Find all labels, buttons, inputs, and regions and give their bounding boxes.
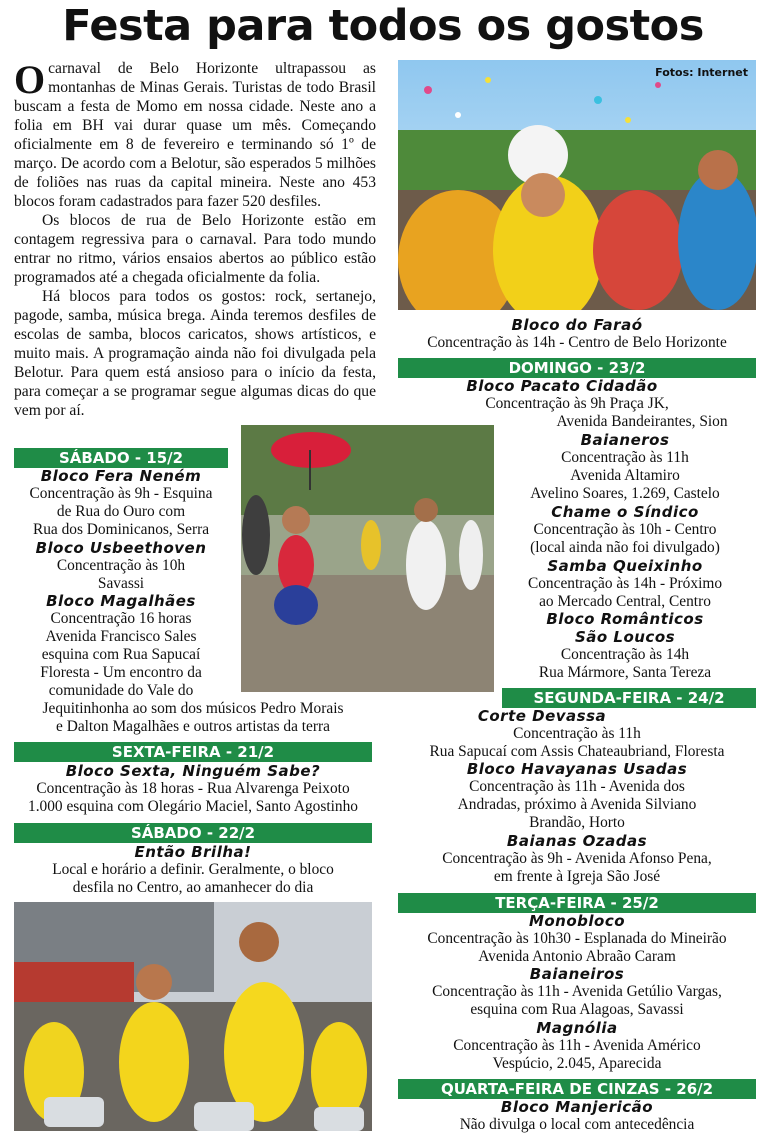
- event-line: Concentração às 11h: [513, 725, 641, 742]
- event-name: Bloco Fera Neném: [40, 467, 202, 485]
- event-name: Bloco Usbeethoven: [35, 539, 207, 557]
- event-line: Concentração às 10h: [56, 557, 186, 574]
- event-name: Bloco Magalhães: [46, 592, 196, 610]
- event-line: Avenida Antonio Abraão Caram: [478, 948, 676, 965]
- event-line: comunidade do Vale do: [48, 682, 194, 699]
- event-name: Então Brilha!: [134, 843, 252, 861]
- event-line: Concentração às 9h Praça JK,: [485, 395, 669, 412]
- event-line: Brandão, Horto: [529, 814, 625, 831]
- event-line: desfila no Centro, ao amanhecer do dia: [72, 879, 314, 896]
- event-line: esquina com Rua Sapucaí: [41, 646, 201, 663]
- event-line: Avenida Francisco Sales: [45, 628, 197, 645]
- event-line: Andradas, próximo à Avenida Silviano: [457, 796, 697, 813]
- event-line: Concentração às 11h - Avenida dos: [469, 778, 685, 795]
- carnival-photo-middle-image: [241, 425, 494, 692]
- event-manjericao: [398, 1098, 756, 1134]
- event-name: Corte Devassa: [477, 707, 607, 725]
- event-monobloco: [398, 912, 756, 966]
- section-header-quarta-26: QUARTA-FEIRA DE CINZAS - 26/2: [398, 1079, 756, 1099]
- event-usbeethoven: [14, 539, 228, 593]
- event-line: Concentração às 14h: [560, 646, 690, 663]
- event-name: Bloco Românticos: [546, 610, 704, 628]
- section-header-segunda-24: SEGUNDA-FEIRA - 24/2: [502, 688, 756, 708]
- event-line: 1.000 esquina com Olegário Maciel, Santo Agostinho: [28, 798, 358, 815]
- event-corte-devassa: [398, 707, 756, 761]
- event-line: de Rua do Ouro com: [56, 503, 186, 520]
- section-header-domingo-23: DOMINGO - 23/2: [398, 358, 756, 378]
- section-header-sabado-15: SÁBADO - 15/2: [14, 448, 228, 468]
- event-havayanas-usadas: [398, 760, 756, 832]
- event-line: Rua dos Dominicanos, Serra: [32, 521, 210, 538]
- event-line: Avenida Bandeirantes, Sion: [556, 413, 728, 430]
- event-name: Bloco Pacato Cidadão: [466, 377, 658, 395]
- event-romanticos-sao-loucos: [494, 610, 756, 682]
- event-name: Bloco Manjericão: [500, 1098, 654, 1116]
- page-title: Festa para todos os gostos: [62, 1, 704, 51]
- event-line: em frente à Igreja São José: [493, 868, 661, 885]
- event-line: Concentração às 10h - Centro: [533, 521, 717, 538]
- carnival-photo-top-image: [398, 60, 756, 310]
- event-line: Concentração às 9h - Avenida Afonso Pena,: [442, 850, 712, 867]
- event-farao: [398, 316, 756, 352]
- event-fera-nenem: [14, 467, 228, 539]
- event-line: Concentração às 14h - Próximo: [527, 575, 723, 592]
- event-line: Rua Sapucaí com Assis Chateaubriand, Floresta: [429, 743, 725, 760]
- event-name: Baianeiros: [529, 965, 625, 983]
- event-line: esquina com Rua Alagoas, Savassi: [470, 1001, 684, 1018]
- event-line: Concentração às 11h - Avenida Américo: [453, 1037, 701, 1054]
- event-line: Concentração às 11h: [561, 449, 689, 466]
- event-baianas-ozadas: [398, 832, 756, 886]
- event-name: Bloco Havayanas Usadas: [466, 760, 688, 778]
- event-magalhaes-continued: [14, 700, 372, 736]
- intro-paragraph-3: Há blocos para todos os gostos: rock, sertanejo, pagode, samba, música brega. Ainda teremos desfiles de escolas de samba, blocos caricatos, shows artísticos, e muito mais. A programação ainda não foi divulgada pela Belotur. Para quem está ansioso para o início da festa, para começar a se programar segue algumas dicas do que vem por aí.: [14, 288, 376, 419]
- event-line: ao Mercado Central, Centro: [539, 593, 711, 610]
- event-name: Monobloco: [528, 912, 626, 930]
- intro-text: [14, 59, 376, 420]
- section-header-sabado-22: SÁBADO - 22/2: [14, 823, 372, 843]
- event-magnolia: [398, 1019, 756, 1073]
- event-name: Chame o Síndico: [551, 503, 699, 521]
- event-line: Concentração às 11h - Avenida Getúlio Vargas,: [432, 983, 722, 1000]
- intro-paragraph-2: Os blocos de rua de Belo Horizonte estão em contagem regressiva para o carnaval. Para todo mundo entrar no ritmo, vários ensaios abertos ao público estão programados até a chegada oficialmente da folia.: [14, 212, 376, 286]
- event-line: Concentração às 9h - Esquina: [29, 485, 213, 502]
- event-line: Jequitinhonha ao som dos músicos Pedro Morais: [42, 700, 344, 717]
- carnival-photo-bottom: [14, 902, 372, 1131]
- event-line: Concentração às 10h30 - Esplanada do Mineirão: [427, 930, 727, 947]
- event-name: Samba Queixinho: [547, 557, 703, 575]
- event-line: Concentração às 14h - Centro de Belo Horizonte: [427, 334, 727, 351]
- event-name: Magnólia: [536, 1019, 618, 1037]
- event-baianeiros: [398, 965, 756, 1019]
- event-name: Baianas Ozadas: [506, 832, 648, 850]
- section-header-sexta-21: SEXTA-FEIRA - 21/2: [14, 742, 372, 762]
- event-line: Avelino Soares, 1.269, Castelo: [530, 485, 720, 502]
- event-sexta-ninguem-sabe: [14, 762, 372, 816]
- event-line: Vespúcio, 2.045, Aparecida: [492, 1055, 662, 1072]
- event-line: Savassi: [97, 575, 145, 592]
- event-line: Concentração 16 horas: [50, 610, 192, 627]
- event-line: Não divulga o local com antecedência: [459, 1116, 695, 1133]
- section-header-terca-25: TERÇA-FEIRA - 25/2: [398, 893, 756, 913]
- carnival-photo-bottom-image: [14, 902, 372, 1131]
- event-name-line-2: São Loucos: [574, 628, 676, 646]
- event-line: Concentração às 18 horas - Rua Alvarenga Peixoto: [36, 780, 350, 797]
- photo-credit: Fotos: Internet: [655, 66, 748, 79]
- carnival-photo-middle: [241, 425, 494, 692]
- event-pacato-cidadao: [398, 377, 756, 431]
- intro-p1-text: carnaval de Belo Horizonte ultrapassou as montanhas de Minas Gerais. Turistas de todo Brasil buscam a festa de Momo em nossa cidade. Neste ano a folia em BH vai durar quase um mês. Começando oficialmente em 8 de fevereiro e terminando só 1º de março. De acordo com a Belotur, são esperados 5 milhões de foliões nas ruas da capital mineira. Neste ano 453 blocos foram cadastrados para fazer 520 desfiles.: [14, 60, 376, 210]
- dropcap: O: [14, 57, 46, 102]
- event-chame-o-sindico: [494, 503, 756, 557]
- event-line: Avenida Altamiro: [570, 467, 680, 484]
- event-name: Bloco do Faraó: [511, 316, 643, 334]
- event-magalhaes: [14, 592, 228, 700]
- event-baianeros: [494, 431, 756, 503]
- event-line: Local e horário a definir. Geralmente, o bloco: [52, 861, 334, 878]
- event-samba-queixinho: [494, 557, 756, 611]
- event-entao-brilha: [14, 843, 372, 897]
- intro-paragraph-1: [14, 59, 376, 211]
- event-line: Floresta - Um encontro da: [40, 664, 202, 681]
- event-name: Bloco Sexta, Ninguém Sabe?: [65, 762, 321, 780]
- event-name: Baianeros: [580, 431, 670, 449]
- carnival-photo-top: [398, 60, 756, 310]
- event-line: (local ainda não foi divulgado): [530, 539, 720, 556]
- event-line: Rua Mármore, Santa Tereza: [538, 664, 712, 681]
- event-line: e Dalton Magalhães e outros artistas da terra: [56, 718, 330, 735]
